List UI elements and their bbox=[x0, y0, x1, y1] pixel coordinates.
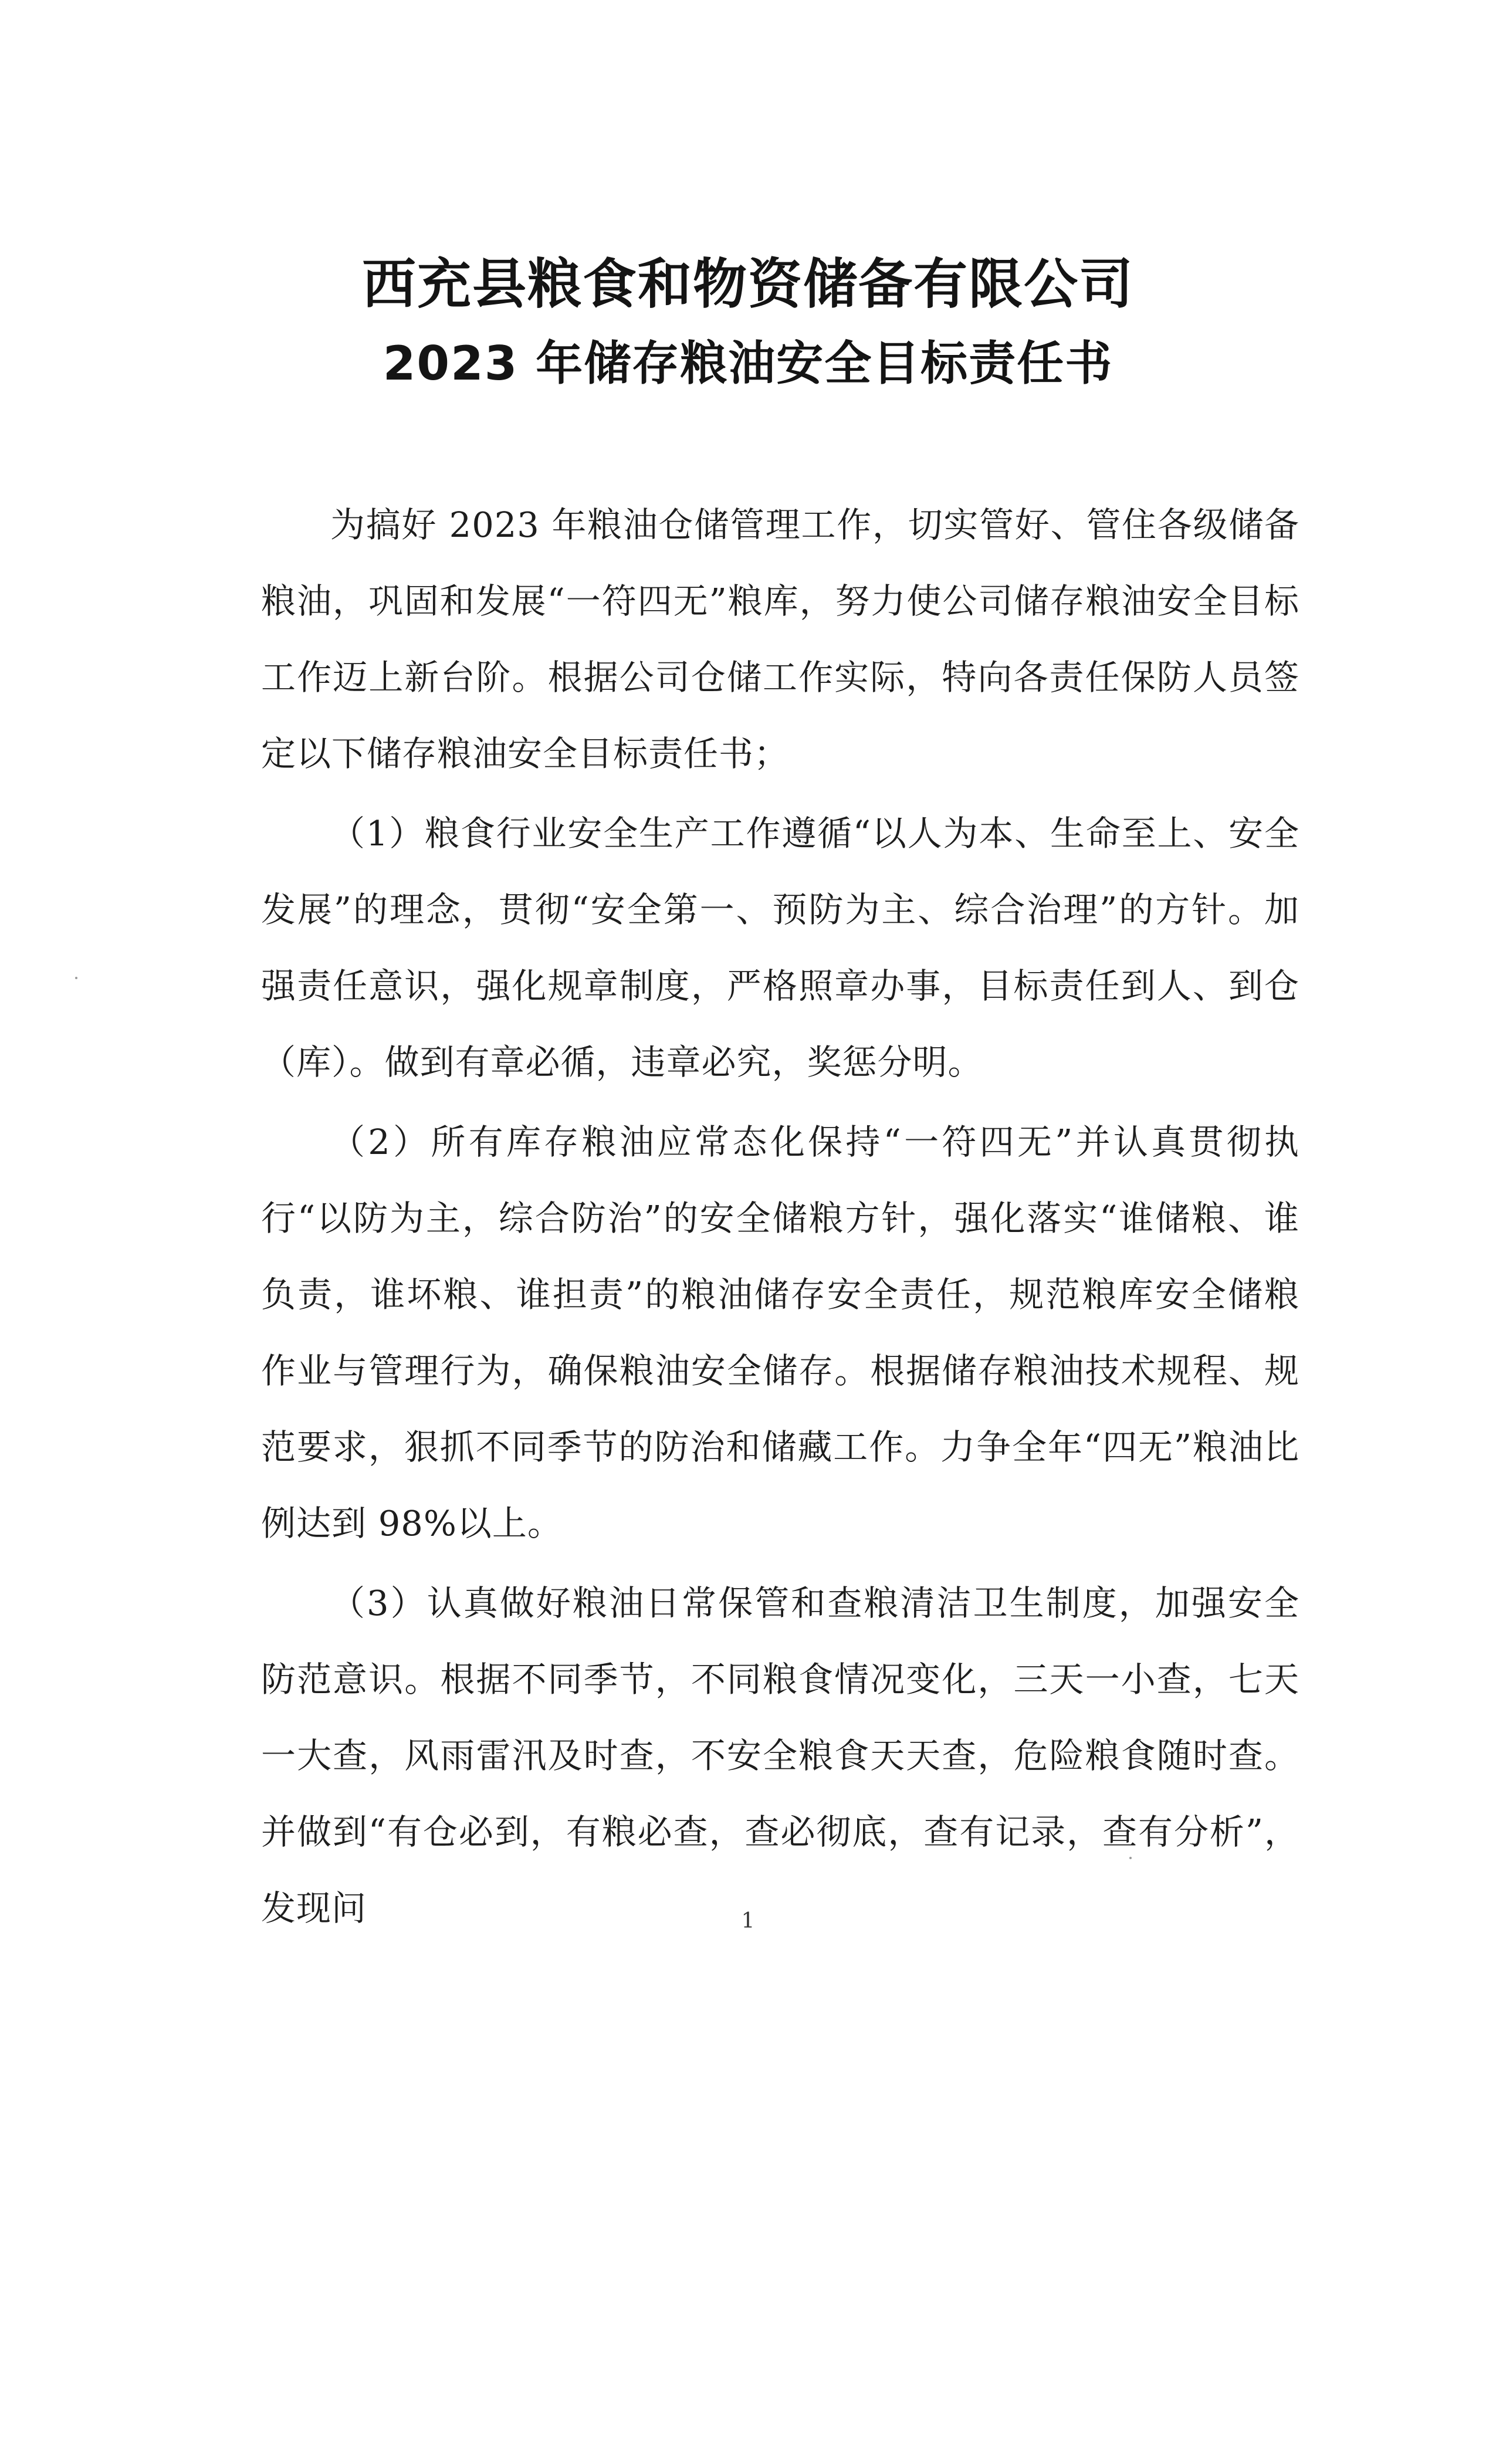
document-subtitle: 2023 年储存粮油安全目标责任书 bbox=[383, 336, 1113, 391]
scan-speck bbox=[75, 977, 77, 979]
document-title: 西充县粮食和物资储备有限公司 bbox=[361, 253, 1134, 316]
scan-speck bbox=[1129, 1857, 1132, 1859]
clause-3-paragraph: （3）认真做好粮油日常保管和查粮清洁卫生制度，加强安全防范意识。根据不同季节，不同粮食情况变化，三天一小查，七天一大查，风雨雷汛及时查，不安全粮食天天查，危险粮食随时查。并做到“有仓必到，有粮必查，查必彻底，查有记录，查有分析”，发现问 bbox=[261, 1583, 1299, 1928]
clause-2-paragraph: （2）所有库存粮油应常态化保持“一符四无”并认真贯彻执行“以防为主，综合防治”的安全储粮方针，强化落实“谁储粮、谁负责，谁坏粮、谁担责”的粮油储存安全责任，规范粮库安全储粮作业与管理行为，确保粮油安全储存。根据储存粮油技术规程、规范要求，狠抓不同季节的防治和储藏工作。力争全年“四无”粮油比例达到 98%以上。 bbox=[261, 1122, 1299, 1544]
clause-1-paragraph: （1）粮食行业安全生产工作遵循“以人为本、生命至上、安全发展”的理念，贯彻“安全第一、预防为主、综合治理”的方针。加强责任意识，强化规章制度，严格照章办事，目标责任到人、到仓（库）。做到有章必循，违章必究，奖惩分明。 bbox=[261, 813, 1299, 1082]
document-body bbox=[261, 487, 1299, 1947]
page-number: 1 bbox=[741, 1909, 755, 1933]
intro-paragraph: 为搞好 2023 年粮油仓储管理工作，切实管好、管住各级储备粮油，巩固和发展“一符四无”粮库，努力使公司储存粮油安全目标工作迈上新台阶。根据公司仓储工作实际，特向各责任保防人员签定以下储存粮油安全目标责任书； bbox=[261, 505, 1299, 774]
